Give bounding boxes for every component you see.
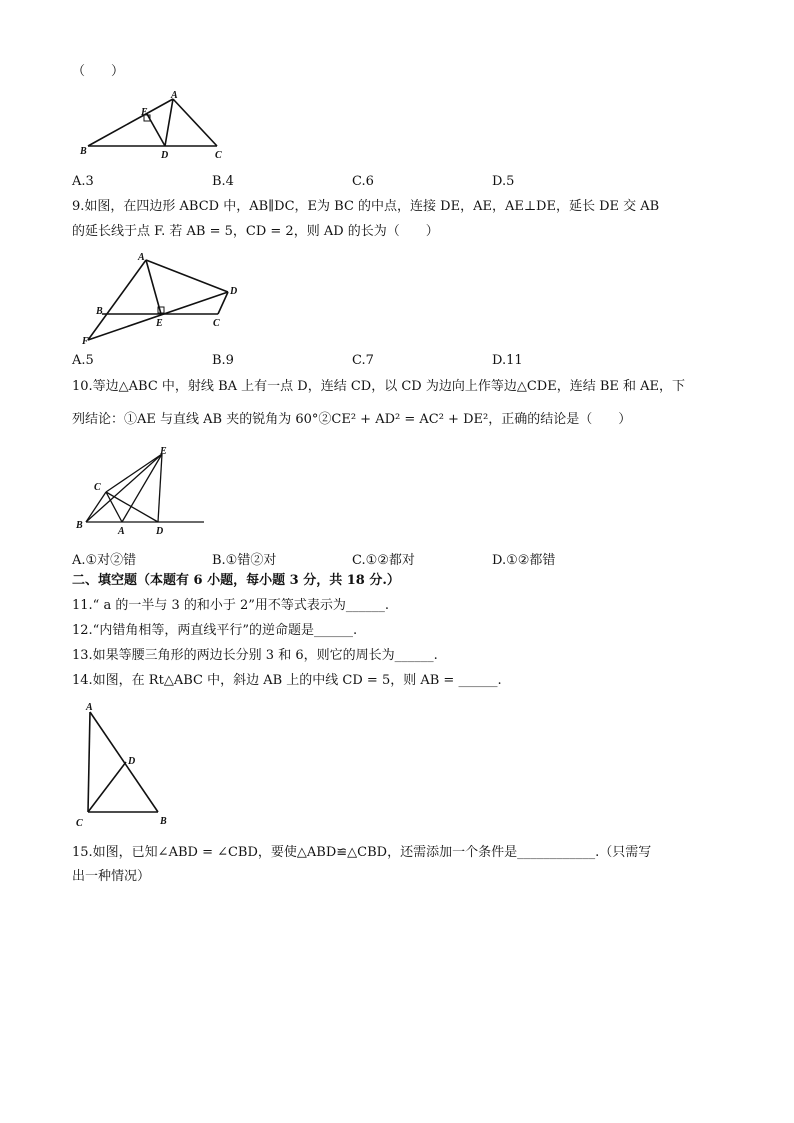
q8-option-c: C.6 — [352, 174, 374, 189]
q10-option-d: D.①②都错 — [492, 553, 556, 568]
q8-option-d: D.5 — [492, 174, 515, 189]
q8-label-d: D — [161, 150, 169, 161]
q8-label-c: C — [215, 150, 222, 161]
q14-label-a: A — [86, 702, 93, 713]
q10-text-line1: 10.等边△ABC 中，射线 BA 上有一点 D，连结 CD，以 CD 为边向上作等边△CDE，连结 BE 和 AE，下 — [72, 379, 686, 394]
q15-text-line1: 15.如图，已知∠ABD = ∠CBD，要使△ABD≌△CBD，还需添加一个条件是____________.（只需写 — [72, 845, 652, 860]
q14-figure — [72, 698, 182, 830]
q10-figure — [72, 446, 212, 538]
q10-option-c: C.①②都对 — [352, 553, 415, 568]
q8-label-a: A — [171, 90, 178, 101]
q8-answer-bracket: （ ） — [72, 64, 125, 79]
q9-option-b: B.9 — [212, 353, 234, 368]
q14-label-b: B — [160, 816, 167, 827]
q12-text: 12.“内错角相等，两直线平行”的逆命题是______. — [72, 623, 358, 638]
q9-label-f: F — [82, 336, 89, 347]
section-2-heading: 二、填空题（本题有 6 小题，每小题 3 分，共 18 分.） — [72, 573, 400, 588]
q15-text-line2: 出一种情况） — [72, 869, 151, 884]
q9-text-line2: 的延长线于点 F. 若 AB = 5，CD = 2，则 AD 的长为（ ） — [72, 224, 439, 239]
q10-label-c: C — [94, 482, 101, 493]
q9-label-d: D — [230, 286, 238, 297]
q14-label-d: D — [128, 756, 136, 767]
q8-option-a: A.3 — [72, 174, 94, 189]
q14-text: 14.如图，在 Rt△ABC 中，斜边 AB 上的中线 CD = 5，则 AB = ______. — [72, 673, 502, 688]
q13-text: 13.如果等腰三角形的两边长分别 3 和 6，则它的周长为______. — [72, 648, 438, 663]
q9-label-b: B — [96, 306, 103, 317]
q9-label-e: E — [156, 318, 163, 329]
q8-label-e: E — [141, 107, 148, 118]
q14-label-c: C — [76, 818, 83, 829]
q10-text-line2: 列结论：①AE 与直线 AB 夹的锐角为 60°②CE² + AD² = AC² + DE²，正确的结论是（ ） — [72, 412, 632, 427]
q8-option-b: B.4 — [212, 174, 234, 189]
q10-label-e: E — [160, 446, 167, 457]
q9-option-a: A.5 — [72, 353, 94, 368]
q9-label-c: C — [213, 318, 220, 329]
q10-label-d: D — [156, 526, 164, 537]
q10-label-b: B — [76, 520, 83, 531]
q10-label-a: A — [118, 526, 125, 537]
q9-text-line1: 9.如图，在四边形 ABCD 中，AB∥DC，E为 BC 的中点，连接 DE，AE，AE⊥DE，延长 DE 交 AB — [72, 199, 660, 214]
q9-option-c: C.7 — [352, 353, 374, 368]
q11-text: 11.“ a 的一半与 3 的和小于 2”用不等式表示为______. — [72, 598, 390, 613]
q9-label-a: A — [138, 252, 145, 263]
q8-figure — [72, 88, 242, 168]
q10-option-a: A.①对②错 — [72, 553, 137, 568]
q9-figure — [72, 250, 252, 350]
q9-option-d: D.11 — [492, 353, 523, 368]
q8-label-b: B — [80, 146, 87, 157]
q10-option-b: B.①错②对 — [212, 553, 277, 568]
